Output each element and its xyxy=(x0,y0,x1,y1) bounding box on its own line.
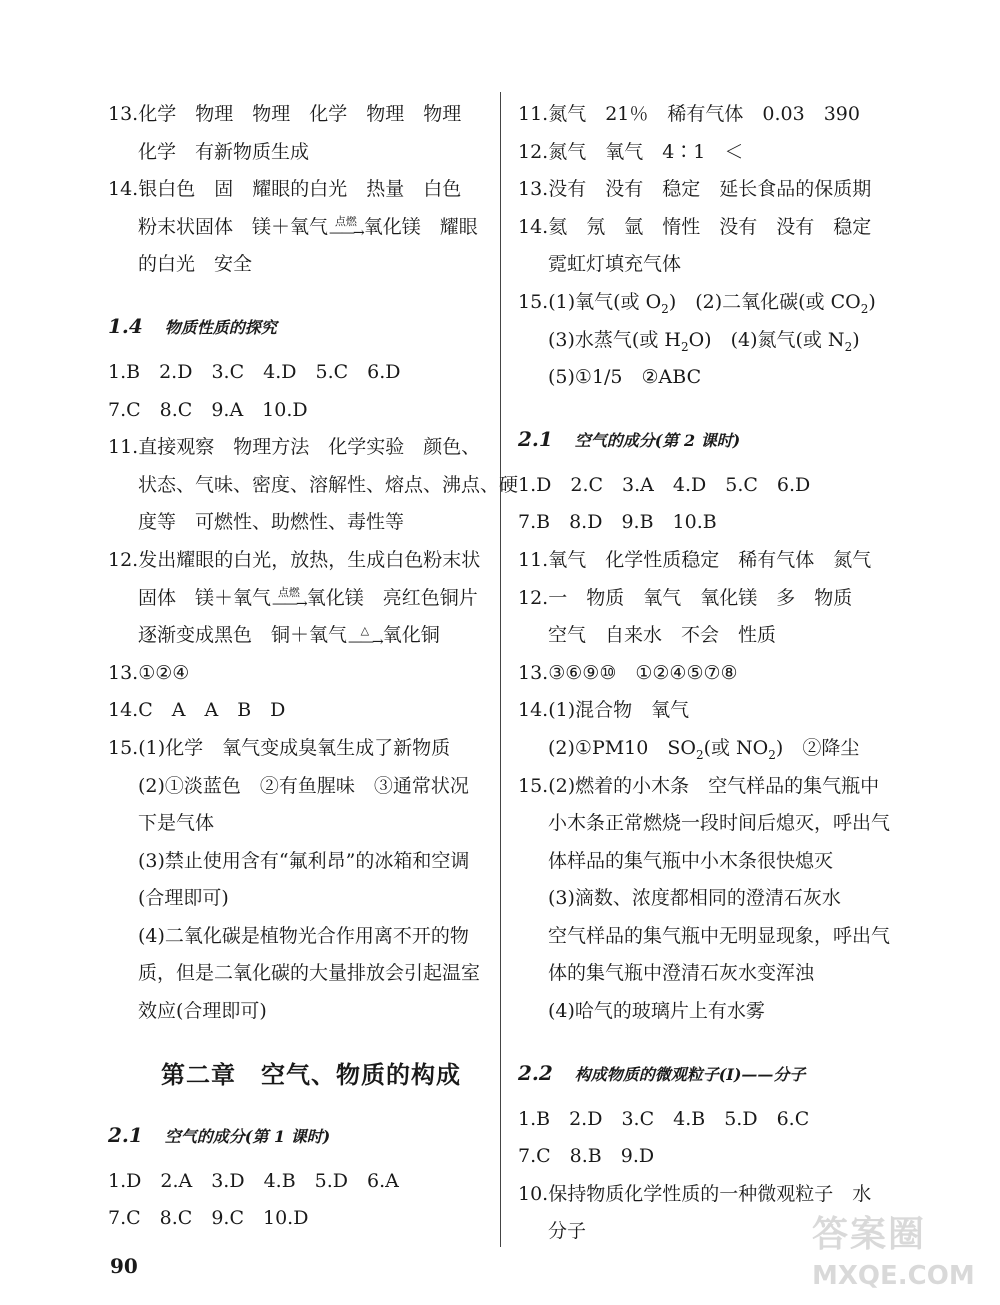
section-title: 空气的成分(第 2 课时) xyxy=(574,430,741,450)
answer-line: 体的集气瓶中澄清石灰水变浑浊 xyxy=(548,962,815,985)
answer-line: 的白光 安全 xyxy=(138,253,253,276)
answer-line: 状态、气味、密度、溶解性、熔点、沸点、硬 xyxy=(138,473,519,496)
arrow-icon: ——→ xyxy=(348,633,382,650)
answer-line: 7.C 8.B 9.D xyxy=(518,1145,655,1168)
section-heading xyxy=(108,302,488,350)
reaction-arrow xyxy=(329,215,363,242)
answer-line: 下是气体 xyxy=(138,812,215,835)
section-number: 1.4 xyxy=(108,313,143,338)
answer-line: 7.B 8.D 9.B 10.B xyxy=(518,511,717,534)
equation-text: 固体 镁＋氧气 xyxy=(138,586,272,609)
answer-line: 13.①②④ xyxy=(108,661,190,684)
answer-line-formula xyxy=(518,284,898,322)
section-number: 2.1 xyxy=(518,426,553,451)
arrow-icon: ——→ xyxy=(329,225,363,242)
answer-line: (合理即可) xyxy=(138,887,229,910)
answer-line: 霓虹灯填充气体 xyxy=(548,253,682,276)
answer-line: (4)哈气的玻璃片上有水雾 xyxy=(548,1000,765,1023)
formula-text: (或 NO xyxy=(703,736,769,759)
section-number: 2.1 xyxy=(108,1122,143,1147)
formula-text: ) ②降尘 xyxy=(775,736,860,759)
equation-text: 逐渐变成黑色 铜＋氧气 xyxy=(138,624,348,647)
left-column xyxy=(108,96,519,1238)
formula-text: 15.(1)氧气(或 O xyxy=(518,290,662,313)
page-number: 90 xyxy=(110,1254,138,1278)
answer-line: 质，但是二氧化碳的大量排放会引起温室 xyxy=(138,962,481,985)
right-column xyxy=(518,96,898,1251)
equation-text: 氧化铜 xyxy=(382,624,440,647)
section-title: 空气的成分(第 1 课时) xyxy=(164,1126,331,1146)
column-divider xyxy=(500,92,501,1247)
answer-line: 体样品的集气瓶中小木条很快熄灭 xyxy=(548,849,834,872)
answer-line: (2)①淡蓝色 ②有鱼腥味 ③通常状况 xyxy=(138,774,469,797)
answer-line-equation xyxy=(108,580,488,618)
answer-line: 10.保持物质化学性质的一种微观粒子 水 xyxy=(518,1182,872,1205)
answer-line-equation xyxy=(108,209,488,247)
answer-line: 15.(2)燃着的小木条 空气样品的集气瓶中 xyxy=(518,774,880,797)
formula-text: ) xyxy=(868,290,876,313)
answer-line: 11.直接观察 物理方法 化学实验 颜色、 xyxy=(108,436,481,459)
answer-line: 7.C 8.C 9.A 10.D xyxy=(108,398,308,421)
answer-line: 13.化学 物理 物理 化学 物理 物理 xyxy=(108,103,462,125)
answer-line: 14.C A A B D xyxy=(108,699,286,722)
arrow-icon: ——→ xyxy=(272,596,306,613)
subscript: 2 xyxy=(768,747,776,762)
equation-text: 粉末状固体 镁＋氧气 xyxy=(138,215,329,238)
answer-line-formula xyxy=(518,322,898,360)
reaction-condition: △ xyxy=(360,623,370,637)
answer-line: 13.③⑥⑨⑩ ①②④⑤⑦⑧ xyxy=(518,661,738,684)
answer-line: 1.D 2.C 3.A 4.D 5.C 6.D xyxy=(518,473,811,496)
subscript: 2 xyxy=(680,339,689,354)
answer-line-equation xyxy=(108,617,488,655)
section-number: 2.2 xyxy=(518,1060,553,1085)
answer-line: 7.C 8.C 9.C 10.D xyxy=(108,1207,309,1230)
answer-line: 14.(1)混合物 氧气 xyxy=(518,699,690,722)
answer-line: 度等 可燃性、助燃性、毒性等 xyxy=(138,511,405,534)
subscript: 2 xyxy=(695,747,704,762)
formula-text: (3)水蒸气(或 H xyxy=(548,328,681,351)
answer-line: 1.D 2.A 3.D 4.B 5.D 6.A xyxy=(108,1169,399,1192)
answer-line: 效应(合理即可) xyxy=(138,1000,267,1023)
answer-line: 15.(1)化学 氧气变成臭氧生成了新物质 xyxy=(108,736,451,759)
answer-line: 13.没有 没有 稳定 延长食品的保质期 xyxy=(518,178,872,201)
subscript: 2 xyxy=(661,301,669,316)
watermark-logo xyxy=(812,1212,992,1302)
answer-line: 化学 有新物质生成 xyxy=(138,140,310,163)
reaction-arrow xyxy=(348,625,382,648)
formula-text: ) (2)二氧化碳(或 CO xyxy=(668,290,861,313)
section-heading xyxy=(518,415,898,463)
answer-line: 1.B 2.D 3.C 4.B 5.D 6.C xyxy=(518,1107,810,1130)
answer-line: (5)①1/5 ②ABC xyxy=(548,366,702,389)
answer-line: 空气 自来水 不会 性质 xyxy=(548,624,777,647)
answer-line: 12.氮气 氧气 4∶1 ＜ xyxy=(518,140,744,163)
section-title: 构成物质的微观粒子(Ⅰ)——分子 xyxy=(574,1064,806,1084)
section-heading xyxy=(108,1111,488,1159)
answer-line: (3)禁止使用含有“氟利昂”的冰箱和空调 xyxy=(138,849,470,872)
answer-line: 12.一 物质 氧气 氧化镁 多 物质 xyxy=(518,586,853,609)
reaction-condition: 点燃 xyxy=(277,586,300,600)
reaction-arrow xyxy=(272,586,306,613)
formula-text: ) xyxy=(852,328,860,351)
formula-text: (2)①PM10 SO xyxy=(548,736,696,759)
equation-text: 氧化镁 亮红色铜片 xyxy=(306,586,478,609)
subscript: 2 xyxy=(844,339,853,354)
formula-text: O) (4)氮气(或 N xyxy=(688,328,845,351)
subscript: 2 xyxy=(860,301,869,316)
answer-line: 14.银白色 固 耀眼的白光 热量 白色 xyxy=(108,178,462,201)
answer-line: (4)二氧化碳是植物光合作用离不开的物 xyxy=(138,924,469,947)
answer-line: 11.氮气 21％ 稀有气体 0.03 390 xyxy=(518,103,860,125)
watermark-logo-text: 答案圈 xyxy=(812,1214,927,1255)
chapter-title: 第二章 空气、物质的构成 xyxy=(161,1059,461,1089)
answer-line: 小木条正常燃烧一段时间后熄灭，呼出气 xyxy=(548,812,891,835)
answer-line: 14.氦 氖 氩 惰性 没有 没有 稳定 xyxy=(518,215,872,238)
answer-line-formula xyxy=(518,730,898,768)
answer-line: 空气样品的集气瓶中无明显现象，呼出气 xyxy=(548,924,891,947)
answer-line: 11.氧气 化学性质稳定 稀有气体 氮气 xyxy=(518,548,872,571)
equation-text: 氧化镁 耀眼 xyxy=(363,215,478,238)
answer-line: 12.发出耀眼的白光，放热，生成白色粉末状 xyxy=(108,548,481,571)
reaction-condition: 点燃 xyxy=(334,215,357,229)
answer-line: 1.B 2.D 3.C 4.D 5.C 6.D xyxy=(108,360,401,383)
answer-line: 分子 xyxy=(548,1220,587,1243)
watermark-url: MXQE.COM xyxy=(812,1261,975,1291)
section-title: 物质性质的探究 xyxy=(164,317,277,337)
section-heading xyxy=(518,1049,898,1097)
answer-line: (3)滴数、浓度都相同的澄清石灰水 xyxy=(548,887,841,910)
